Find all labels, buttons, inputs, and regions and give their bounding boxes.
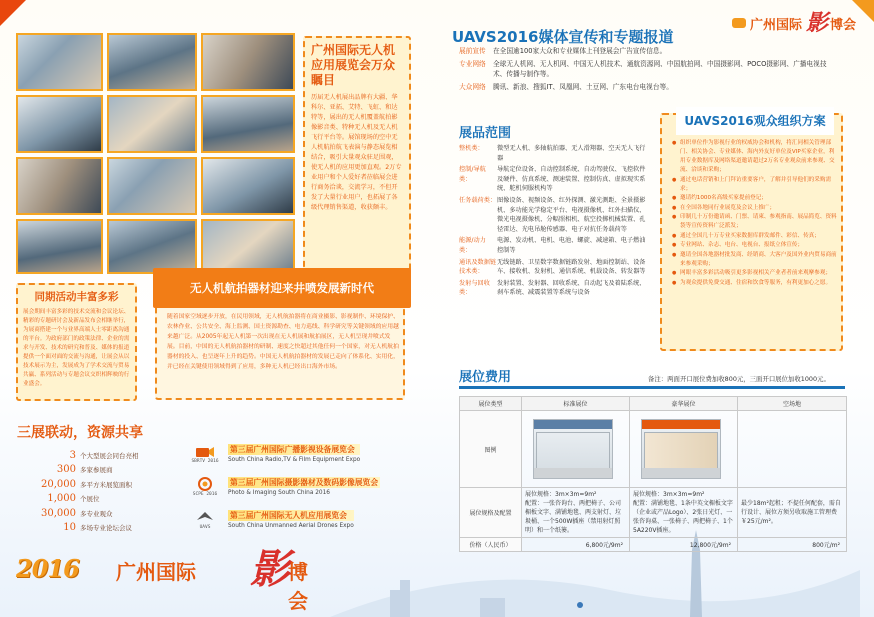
scope-value: 导航定位设备、自动控制系统、自动驾驶仪、飞控软件及硬件、仿真系统、测速装置、控制仿真、虚拟现实系统、舵机伺服机构等 (497, 166, 646, 193)
audience-plan-title: UAVS2016观众组织方案 (676, 107, 834, 135)
corner-ribbon-left (0, 0, 26, 26)
logo-ying: 影 (806, 10, 829, 36)
media-row (459, 46, 839, 57)
media-key: 大众网络 (459, 82, 486, 91)
stat-label: 个大型展会同台亮相 (80, 451, 139, 460)
luxury-booth-spec: 展位规格：3m×3m=9m² 配置：满铺地毯、1条中英文楣板文字（企业或产品Logo）、2张日光灯、一张咨询桌、一张椅子、两把椅子、1个5A220V插座。 (630, 488, 738, 538)
stat-row (22, 463, 182, 478)
fee-header-row (460, 397, 847, 411)
luxury-booth-illustration (641, 419, 721, 479)
scope-row (459, 236, 647, 255)
stat-label: 多场专业论坛会议 (80, 524, 132, 533)
photo-exhibit-2 (107, 157, 197, 215)
fee-title: 展位费用 (459, 370, 512, 385)
brand-year: 2016 (16, 554, 79, 583)
audience-plan-item: ● 通过全国几十万专业买家数据库群发邮件、彩信、传真； (672, 232, 837, 241)
stat-number: 300 (56, 464, 76, 476)
audience-plan-item: ● 网眼丰富多彩活动吸引更多影视相关产业者者前来观摩参观； (672, 269, 837, 278)
scope-row (459, 258, 647, 277)
stat-row (22, 448, 182, 463)
scope-title: 展品范围 (459, 126, 512, 141)
media-list (459, 46, 839, 94)
expo-tag: SCPE 2016 (192, 491, 218, 497)
brand-name: 广州国际 (116, 560, 196, 584)
expo-logo-sbrtv (188, 440, 222, 468)
industry-box (155, 272, 405, 400)
linkage-title: 三展联动，资源共享 (17, 425, 143, 441)
fee-header: 豪华展位 (630, 397, 738, 411)
fee-spec-row (460, 488, 847, 538)
media-value: 全球无人机网、无人机网、中国无人机技术、通航资源网、中国航拍网、中国摄影网、POCO摄影网、广播电视技术、传播与制作等。 (493, 59, 827, 78)
photo-drone-models (107, 219, 197, 274)
expo-item (188, 470, 403, 503)
scope-value: 无线链路、卫星数字数据链路发射、地面控制站、设备车、接收机、发射机、通信系统、机载设备、转发器等 (497, 258, 646, 276)
photo-visitors-2 (107, 95, 197, 153)
photo-visitors-1 (16, 95, 103, 153)
events-text: 展会期间丰富多彩的技术交流和会议论坛、精彩的专题研讨会及新品发布会相继举行，为展商搭建一个与业界高端人士零距离沟通的平台。为政府部门的政策法律、企业的需求与开发、技术的研究和普及、媒体的报道提供一个面对面的交流与沟通，让展会从以技术展示为主，发展成为了学术交流与贸易共赢、系列活动与专题会议交织相辉映的行业盛会。 (23, 309, 130, 387)
expo-name-cn: 第三届广州国际广播影视设备展览会 (228, 444, 360, 455)
drone-icon (195, 510, 215, 524)
stat-number: 20,000 (41, 478, 76, 490)
photo-hall-crowd (201, 219, 295, 274)
stat-row (22, 521, 182, 536)
fee-note: 备注：两面开口展位费加收800元，三面开口展位加收1000元。 (648, 375, 830, 383)
photo-drones-display (16, 219, 103, 274)
expo-name-en: South China Unmanned Aerial Drones Expo (228, 523, 354, 529)
media-value: 在全国逾100家大众和专业媒体上刊登展会广告宣传信息。 (493, 47, 667, 55)
camera-icon (195, 444, 215, 458)
luxury-booth-image-cell (630, 411, 738, 488)
standard-booth-image-cell (522, 411, 630, 488)
audience-plan-item: ● 邀请全国各地器材批发商、经销商、大客户及国外业内贸易商前来参观采购； (672, 251, 837, 269)
stat-label: 多家参展商 (80, 466, 113, 475)
scope-value: 电源、发动机、电机、电池、螺旋、减速箱、电子燃油控制等 (497, 237, 646, 254)
brand-suffix: 博会 (288, 560, 308, 613)
expo-name-cn: 第三届广州国际摄影器材及数码影像展览会 (230, 478, 379, 487)
expo-tag: SBRTV 2016 (191, 458, 219, 464)
expo-logo-scpe (188, 473, 222, 501)
audience-plan-item: ● 在全国各地同行业展览及会议上推广； (672, 204, 837, 213)
expo-tag: UAVS (199, 524, 211, 530)
brand-logo-top (726, 8, 860, 38)
photo-exhibit-1 (16, 157, 103, 215)
stat-label: 多专业观众 (80, 509, 113, 518)
audience-plan-item: ● 专业网站、杂志、电台、电视台、报纸立体宣传； (672, 241, 837, 250)
intro-box (303, 36, 411, 274)
fee-header: 标准展位 (522, 397, 630, 411)
media-key: 展前宣传 (459, 47, 486, 55)
scope-row (459, 144, 647, 163)
events-title: 同期活动丰富多彩 (34, 291, 119, 303)
space-image-cell (738, 411, 847, 488)
photo-exhibit-3 (201, 157, 295, 215)
luxury-booth-price: 12,800元/9m² (630, 538, 738, 552)
scope-value: 发射装置、发射器、回收系统、自动起飞及着陆系统、刹车系统、减震装置等系统与设备 (497, 279, 646, 297)
events-box (16, 283, 137, 401)
scope-key: 整机类： (459, 145, 484, 152)
fee-row-label: 展位规格及配置 (460, 488, 522, 538)
fee-row-label: 价格（人民币） (460, 538, 522, 552)
stat-label: 个展位 (80, 495, 100, 504)
intro-text: 历届无人机展出品牌有大疆、华科尔、亚拓、艾特、飞虹、和达特等，展出的无人机覆盖航拍影像影音类、特种无人机及无人机飞行平台等。展馆现场的空中无人机航拍航飞表演与静态展览相结合，吸引大量观众驻足围观，使无人机的应用更加直观。2万专业用户和个人爱好者莅临展会进行商务洽谈，交流学习，不但开发了大量行业用户，也拓展了各级代理销售渠道，收获颇丰。 (311, 94, 402, 211)
expo-name-en: Photo & Imaging South China 2016 (228, 490, 330, 496)
stat-number: 3 (69, 449, 76, 461)
stat-row (22, 477, 182, 492)
fee-row-label: 图例 (460, 411, 522, 488)
audience-plan-list (672, 139, 837, 288)
scope-row (459, 165, 647, 194)
industry-title: 无人机航拍器材迎来井喷发展新时代 (153, 268, 411, 308)
logo-name: 广州国际 (750, 18, 803, 33)
photo-drone-booth-3 (201, 33, 295, 91)
stat-number: 30,000 (41, 507, 76, 519)
standard-booth-illustration (533, 419, 613, 479)
expo-item (188, 437, 403, 470)
audience-plan-item: ● 通过电话营销和上门拜访重要客户，了解并引导他们的采购需求； (672, 176, 837, 194)
media-row (459, 82, 839, 93)
fee-image-row (460, 411, 847, 488)
stats-list (22, 448, 182, 535)
expo-name-en: South China Radio,TV & Film Equipment Expo (228, 457, 361, 463)
standard-booth-price: 6,800元/9m² (522, 538, 630, 552)
audience-plan-item: ● 为观众提供免费交通、住宿和饮食等服务，有利更加心之愿。 (672, 279, 837, 288)
scope-key: 通讯及数据链技术类： (459, 258, 497, 276)
stat-label: 多平方米展览面积 (80, 480, 132, 489)
photo-drone-booth-1 (16, 33, 103, 91)
expo-logo-uavs (188, 506, 222, 534)
scope-list (459, 144, 647, 300)
scope-row (459, 196, 647, 234)
media-title: UAVS2016媒体宣传和专题报道 (452, 28, 674, 46)
fee-header: 展位类型 (460, 397, 522, 411)
audience-plan-item: ● 邀请约1000名高级买家提前登记； (672, 194, 837, 203)
brand-ying: 影 (250, 546, 290, 593)
intro-title: 广州国际无人机应用展览会万众瞩目 (311, 43, 396, 87)
fee-price-row (460, 538, 847, 552)
photo-drone-booth-2 (107, 33, 197, 91)
audience-plan-item: ● 印制几十万份邀请函、门票、请柬、参观指南、展品简览、资料袋等宣传资料广泛派发； (672, 213, 837, 231)
logo-mark (732, 18, 746, 28)
audience-plan-box (660, 113, 843, 351)
expo-name-cn: 第三届广州国际无人机应用展览会 (228, 510, 354, 521)
logo-suffix: 博会 (830, 18, 857, 33)
fee-table (459, 396, 847, 552)
scope-key: 能源/动力类： (459, 237, 486, 254)
space-price: 800元/m² (738, 538, 847, 552)
scope-value: 图像设备、视频设备、红外探测、激光测距、全景摄影机、多功能光学稳定平台、电视摄像机、红外扫描仪、微光电视摄像机、分幅照相机、航空投掷机械装置、孔径雷达、光电吊舱传感器、电子对抗任务载荷等 (497, 196, 646, 233)
stat-number: 1,000 (47, 493, 76, 505)
space-spec: 最少18m²起租；不提任何配套，需自行设计、展位方须另收取施工管理费￥25元/m²。 (738, 488, 847, 538)
industry-text: 随着国家空域逐步开放，在民用领域，无人机航拍器将在商业摄影、影视制作、环境保护、农林作业、公共安全、海上监测、国土资源勘查、电力巡线、科学研究等关键领域的应用越来越广泛。从2005年起无人机第一次出现在无人机展和航拍展区，无人机呈现井喷式发展。目前，中国的无人机航拍器材的研制、速度之快超过其他任何一个国家，对无人机航拍器材的投入、也呈逐年上升的趋势。中国无人机航拍器材的发展已走向了体系化、实用化，并已经在关键使用领域得到了应用，多种无人机已经出口海外市场。 (167, 314, 399, 370)
aperture-icon (195, 477, 215, 491)
standard-booth-spec: 展位规格：3m×3m=9m² 配置：一张咨询台、两把椅子、公司楣板文字、满铺地毯、两支射灯、垃圾桶、一个500W插座（禁用射灯照明）和一个纸篓。 (522, 488, 630, 538)
fee-header: 空场地 (738, 397, 847, 411)
scope-key: 发射与回收类： (459, 279, 490, 297)
stat-row (22, 492, 182, 507)
photo-visitors-3 (201, 95, 295, 153)
scope-key: 控制/导航类： (459, 166, 486, 183)
media-row (459, 59, 839, 80)
scope-value: 微型无人机、多轴航拍器、无人滑翔器、空天无人飞行器 (497, 145, 646, 162)
brand-logo-bottom (16, 546, 316, 613)
scope-row (459, 279, 647, 298)
audience-plan-item: ● 组织单位作为影视行业的权威协会和机构，将汇同相关管理部门、相关协会、专业媒体、海内外友好单位及VIP买家企业，利用专业数据库及网络渠道邀请超过2万名专业观众前来参观、交流、洽谈和采购； (672, 139, 837, 175)
stat-row (22, 506, 182, 521)
fee-divider (459, 386, 845, 389)
media-key: 专业网络 (459, 59, 486, 68)
media-value: 腾讯、新浪、搜狐IT、凤凰网、土豆网、广东电台电视台等。 (493, 82, 673, 91)
stat-number: 10 (63, 522, 76, 534)
scope-key: 任务载荷类： (459, 196, 497, 204)
